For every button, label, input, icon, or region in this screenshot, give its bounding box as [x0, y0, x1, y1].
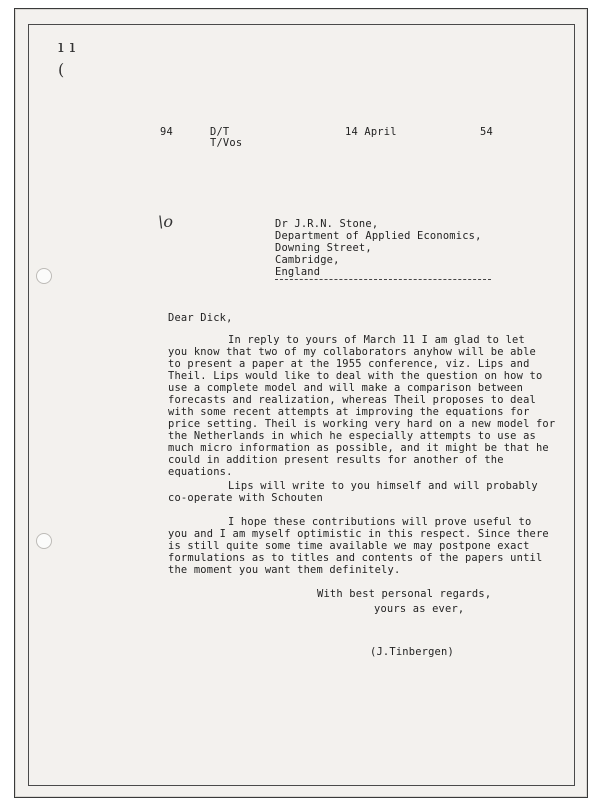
address-underline	[275, 279, 491, 280]
body-line: use a complete model and will make a comparison between	[168, 382, 524, 394]
handwritten-bracket: (	[58, 60, 65, 79]
signature: (J.Tinbergen)	[370, 646, 454, 658]
address-line: Cambridge,	[275, 254, 340, 266]
header-tvos: T/Vos	[210, 137, 243, 149]
body-line: to present a paper at the 1955 conference, viz. Lips and	[168, 358, 530, 370]
header-number-right: 54	[480, 126, 493, 138]
body-line: could in addition present results for another of the	[168, 454, 504, 466]
header-dt: D/T	[210, 126, 230, 138]
address-line: England	[275, 266, 321, 278]
body-line: much micro information as possible, and it might be that he	[168, 442, 549, 454]
body-line: equations.	[168, 466, 233, 478]
body-line: I hope these contributions will prove useful to	[228, 516, 532, 528]
header-date: 14 April	[345, 126, 397, 138]
punch-hole-bottom	[36, 533, 52, 549]
body-line: you and I am myself optimistic in this respect. Since there	[168, 528, 549, 540]
salutation: Dear Dick,	[168, 312, 233, 324]
body-line: Lips will write to you himself and will probably	[228, 480, 538, 492]
body-line: with some recent attempts at improving the equations for	[168, 406, 530, 418]
body-line: Theil. Lips would like to deal with the question on how to	[168, 370, 543, 382]
handwritten-mark: ı ı	[58, 36, 76, 57]
body-line: the Netherlands in which he especially attempts to use as	[168, 430, 536, 442]
body-line: In reply to yours of March 11 I am glad to let	[228, 334, 525, 346]
body-line: formulations as to titles and contents of the papers until	[168, 552, 543, 564]
closing-yours: yours as ever,	[374, 603, 465, 615]
closing-regards: With best personal regards,	[317, 588, 492, 600]
body-line: forecasts and realization, whereas Theil proposes to deal	[168, 394, 536, 406]
margin-handmark: \o	[158, 212, 174, 231]
address-line: Department of Applied Economics,	[275, 230, 482, 242]
address-line: Downing Street,	[275, 242, 372, 254]
body-line: the moment you want them definitely.	[168, 564, 401, 576]
header-number-left: 94	[160, 126, 173, 138]
punch-hole-top	[36, 268, 52, 284]
body-line: price setting. Theil is working very hard on a new model for	[168, 418, 556, 430]
body-line: you know that two of my collaborators anyhow will be able	[168, 346, 536, 358]
address-line: Dr J.R.N. Stone,	[275, 218, 379, 230]
body-line: is still quite some time available we may postpone exact	[168, 540, 530, 552]
body-line: co-operate with Schouten	[168, 492, 323, 504]
